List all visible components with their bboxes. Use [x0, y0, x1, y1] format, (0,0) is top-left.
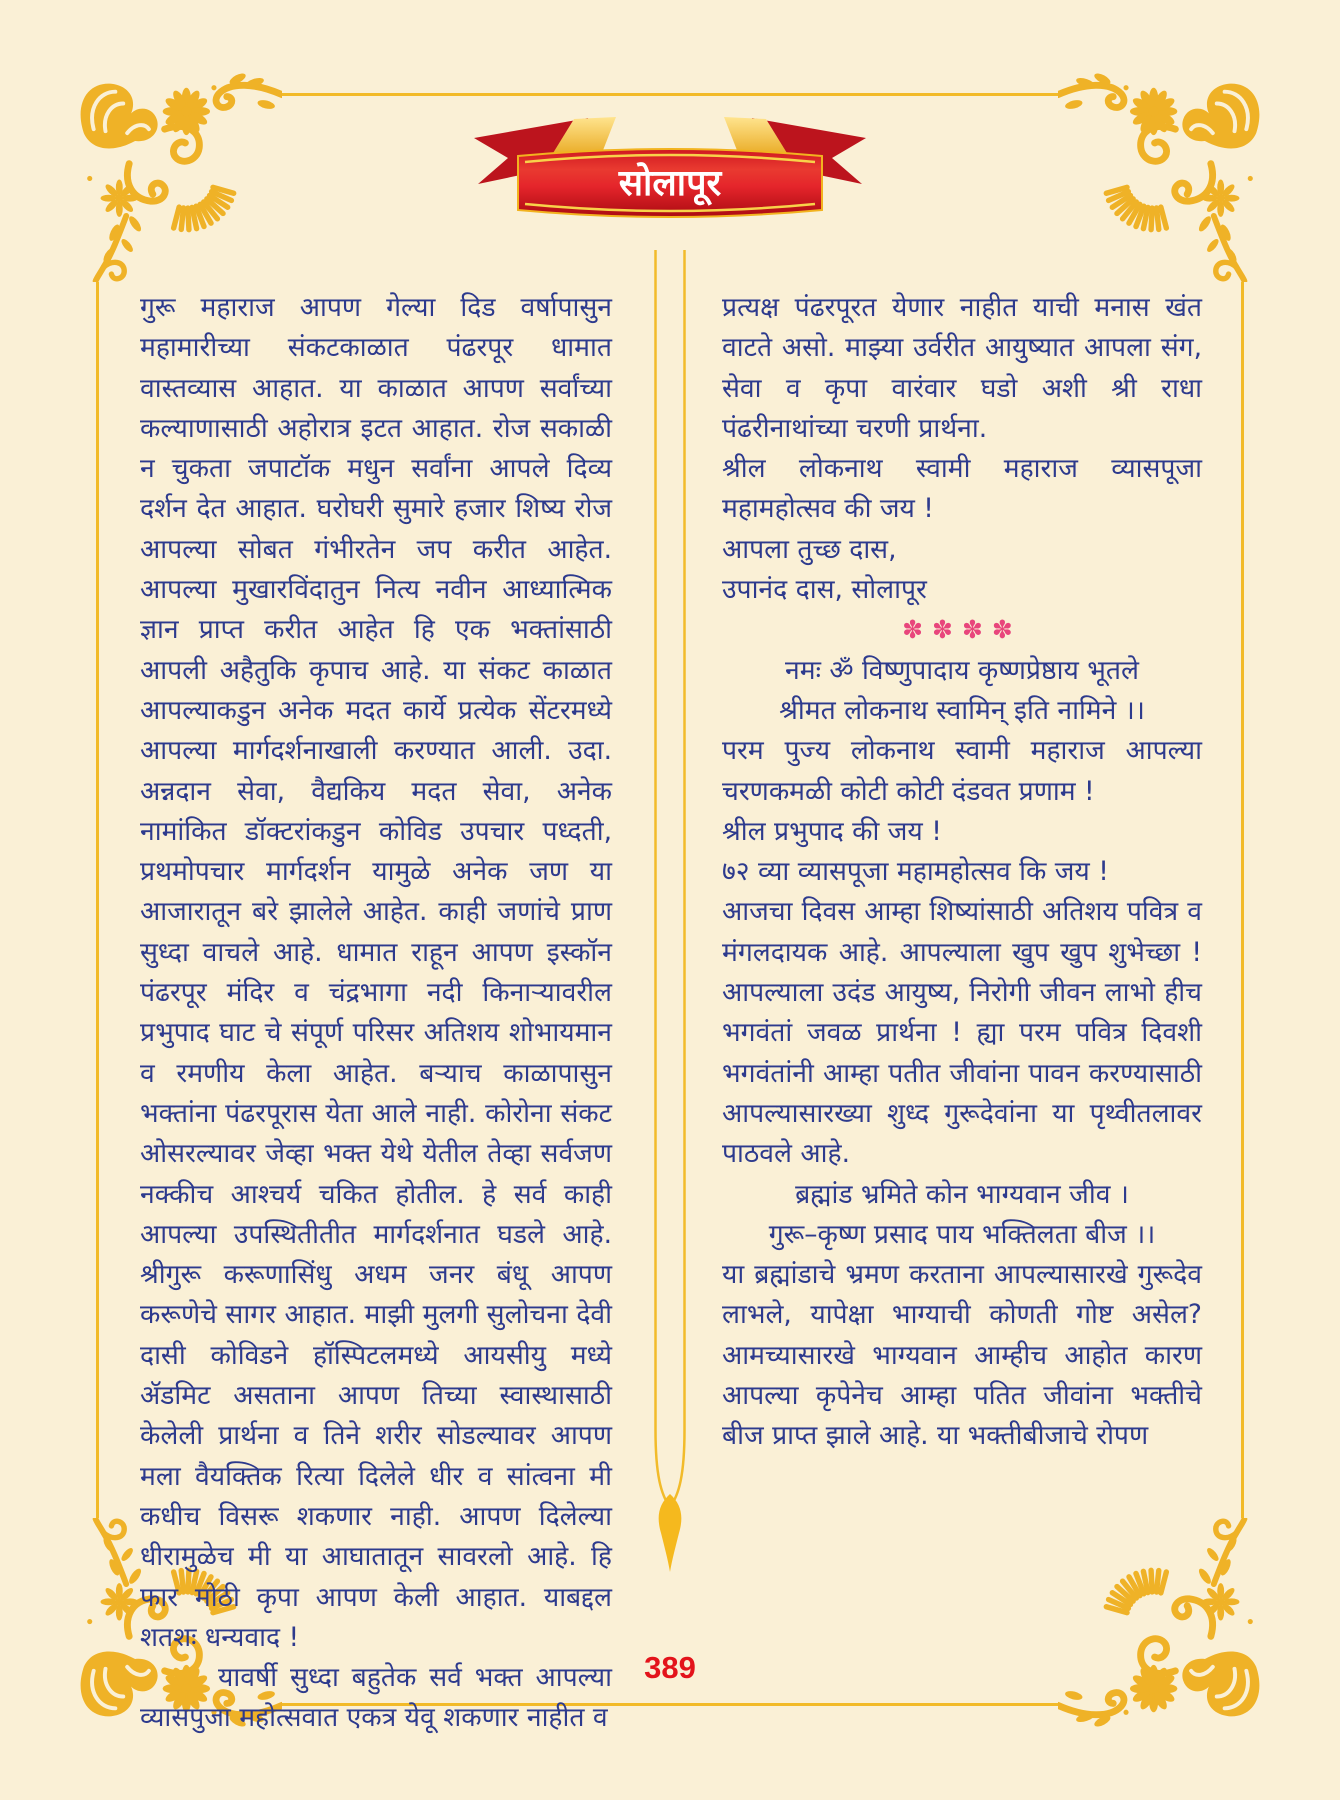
- right-paragraph-3: या ब्रह्मांडाचे भ्रमण करताना आपल्यासारखे गुरूदेव लाभले, यापेक्षा भाग्याची कोणती गोष्ट असेल? आमच्यासारखे भाग्यवान आम्हीच आहोत कारण आपल्या कृपेनेच आम्हा पतित जीवांना भक्तीचे बीज प्राप्त झाले आहे. या भक्तीबीजाचे रोपण: [722, 1259, 1202, 1452]
- left-paragraph-2: यावर्षी सुध्दा बहुतेक सर्व भक्त आपल्या व्यासपुजा महोत्सवात एकत्र येवू शकणार नाहीत व: [140, 1662, 612, 1734]
- ribbon-banner: [452, 98, 888, 220]
- right-paragraph-1: प्रत्यक्ष पंढरपूरत येणार नाहीत याची मनास खंत वाटते असो. माझ्या उर्वरीत आयुष्यात आपला संग, सेवा व कृपा वारंवार घडो अशी श्री राधा पंढरीनाथांच्या चरणी प्रार्थना.: [722, 292, 1202, 444]
- left-paragraph-1: गुरू महाराज आपण गेल्या दिड वर्षापासुन महामारीच्या संकटकाळात पंढरपूर धामात वास्तव्यास आहात. या काळात आपण सर्वांच्या कल्याणासाठी अहोरात्र इटत आहात. रोज सकाळी न चुकता जपाटॉक मधुन सर्वांना आपले दिव्य दर्शन देत आहात. घरोघरी सुमारे हजार शिष्य रोज आपल्या सोबत गंभीरतेन जप करीत आहेत. आपल्या मुखारविंदातुन नित्य नवीन आध्यात्मिक ज्ञान प्राप्त करीत आहेत हि एक भक्तांसाठी आपली अहैतुकि कृपाच आहे. या संकट काळात आपल्याकडुन अनेक मदत कार्ये प्रत्येक सेंटरमध्ये आपल्या मार्गदर्शनाखाली करण्यात आली. उदा. अन्नदान सेवा, वैद्यकिय मदत सेवा, अनेक नामांकित डॉक्टरांकडुन कोविड उपचार पध्दती, प्रथमोपचार मार्गदर्शन यामुळे अनेक जण या आजारातून बरे झालेले आहेत. काही जणांचे प्राण सुध्दा वाचले आहे. धामात राहून आपण इस्कॉन पंढरपूर मंदिर व चंद्रभागा नदी किनाऱ्यावरील प्रभुपाद घाट चे संपूर्ण परिसर अतिशय शोभायमान व रमणीय केला आहेत. बऱ्याच काळापासुन भक्तांना पंढरपूरास येता आले नाही. कोरोना संकट ओसरल्यावर जेव्हा भक्त येथे येतील तेव्हा सर्वजण नक्कीच आश्चर्य चकित होतील. हे सर्व काही आपल्या उपस्थितीतीत मार्गदर्शनात घडले आहे. श्रीगुरू करूणासिंधु अधम जनर बंधू आपण करूणेचे सागर आहात. माझी मुलगी सुलोचना देवी दासी कोविडने हॉस्पिटलमध्ये आयसीयु मध्ये ॲडमिट असताना आपण तिच्या स्वास्थासाठी केलेली प्रार्थना व तिने शरीर सोडल्यावर आपण मला वैयक्तिक रित्या दिलेले धीर व सांत्वना मी कधीच विसरू शकणार नाही. आपण दिलेल्या धीरामुळेच मी या आघातातून सावरलो आहे. हि फार मोठी कृपा आपण केली आहात. याबद्दल शतशः धन्यवाद !: [140, 292, 612, 1653]
- verse2-line2: गुरू–कृष्ण प्रसाद पाय भक्तिलता बीज ।।: [768, 1218, 1156, 1250]
- left-text-column: [140, 288, 612, 1739]
- signoff-line-2: उपानंद दास, सोलापूर: [722, 574, 927, 606]
- page-number: 389: [644, 1650, 696, 1685]
- right-paragraph-2: आजचा दिवस आम्हा शिष्यांसाठी अतिशय पवित्र व मंगलदायक आहे. आपल्याला खुप खुप शुभेच्छा ! आपल्याला उदंड आयुष्य, निरोगी जीवन लाभो हीच भगवंतां जवळ प्रार्थना ! ह्या परम पवित्र दिवशी भगवंतांनी आम्हा पतीत जीवांना पावन करण्यासाठी आपल्यासारख्या शुध्द गुरूदेवांना या पृथ्वीतलावर पाठवले आहे.: [722, 896, 1202, 1170]
- flower-asterisk-separator: ✽✽✽✽: [902, 615, 1022, 645]
- jai-line-2: श्रील प्रभुपाद की जय !: [722, 815, 942, 847]
- corner-floral-ornament-bottom-right: [1058, 1518, 1270, 1730]
- pranam-paragraph: परम पुज्य लोकनाथ स्वामी महाराज आपल्या चरणकमळी कोटी कोटी दंडवत प्रणाम !: [722, 735, 1202, 807]
- signoff-line-1: आपला तुच्छ दास,: [722, 533, 897, 565]
- verse1-line1: नमः ॐ विष्णुपादाय कृष्णप्रेष्ठाय भूतले: [785, 654, 1139, 686]
- frame-line-right: [1241, 282, 1244, 1518]
- frame-line-top: [282, 93, 1058, 96]
- verse2-line1: ब्रह्मांड भ्रमिते कोन भाग्यवान जीव ।: [795, 1178, 1129, 1210]
- jai-line-3: ७२ व्या व्यासपूजा महामहोत्सव कि जय !: [722, 856, 1109, 888]
- corner-floral-ornament-top-left: [70, 70, 282, 282]
- verse1-line2: श्रीमत लोकनाथ स्वामिन् इति नामिने ।।: [779, 694, 1145, 726]
- banner-title: सोलापूर: [618, 163, 722, 204]
- frame-line-left: [96, 282, 99, 1518]
- right-jai-line: श्रील लोकनाथ स्वामी महाराज व्यासपूजा महामहोत्सव की जय !: [722, 453, 1202, 525]
- column-divider-pen-nib: [651, 250, 689, 1590]
- corner-floral-ornament-top-right: [1058, 70, 1270, 282]
- right-text-column: [722, 288, 1202, 1457]
